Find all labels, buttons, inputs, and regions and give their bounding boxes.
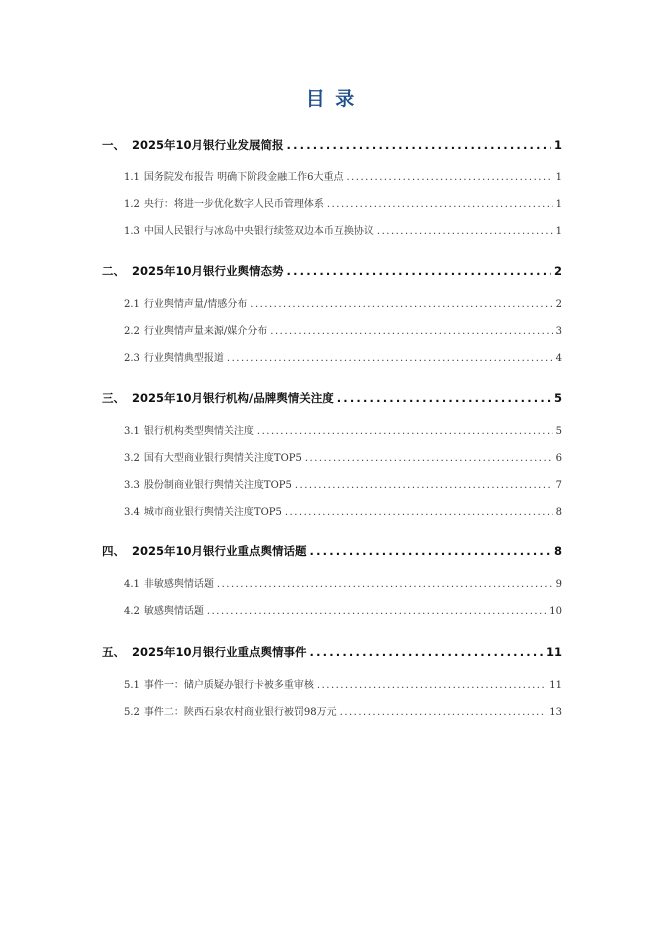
item-title: 国有大型商业银行舆情关注度TOP5 — [143, 453, 302, 464]
page-number: 13 — [549, 707, 562, 718]
page-number: 8 — [555, 507, 562, 518]
section-number: 二、 — [102, 264, 125, 278]
item-number: 4.2 — [124, 606, 140, 617]
dot-leader — [310, 544, 551, 558]
item-number: 2.3 — [124, 353, 140, 364]
toc-item-2-1[interactable] — [124, 295, 562, 310]
item-title: 行业舆情典型报道 — [143, 353, 224, 364]
item-title: 城市商业银行舆情关注度TOP5 — [143, 507, 282, 518]
page-number: 1 — [553, 138, 562, 152]
item-title: 央行：将进一步优化数字人民币管理体系 — [143, 199, 324, 210]
item-number: 5.2 — [124, 707, 140, 718]
dot-leader — [270, 326, 552, 337]
item-number: 2.2 — [124, 326, 140, 337]
toc-item-1-1[interactable] — [124, 168, 562, 183]
item-number: 1.2 — [124, 199, 140, 210]
dot-leader — [207, 606, 546, 617]
dot-leader — [377, 226, 553, 237]
toc-section-1[interactable] — [102, 137, 562, 153]
item-title: 行业舆情声量/情感分布 — [143, 299, 248, 310]
item-number: 4.1 — [124, 579, 140, 590]
item-number: 3.4 — [124, 507, 140, 518]
toc-item-2-3[interactable] — [124, 349, 562, 364]
dot-leader — [346, 172, 552, 183]
toc-item-3-1[interactable] — [124, 422, 562, 437]
section-title: 2025年10月银行业舆情态势 — [132, 264, 284, 278]
dot-leader — [295, 480, 553, 491]
item-title: 国务院发布报告 明确下阶段金融工作6大重点 — [143, 172, 344, 183]
item-number: 1.1 — [124, 172, 140, 183]
toc-item-2-2[interactable] — [124, 322, 562, 337]
page-title: 目 录 — [305, 88, 357, 110]
item-title: 中国人民银行与冰岛中央银行续签双边本币互换协议 — [143, 226, 374, 237]
page-number: 5 — [555, 426, 562, 437]
dot-leader — [227, 353, 553, 364]
item-title: 非敏感舆情话题 — [143, 579, 214, 590]
page-number: 6 — [555, 453, 562, 464]
page-number: 11 — [545, 645, 562, 659]
section-title: 2025年10月银行业发展简报 — [132, 138, 284, 152]
item-number: 1.3 — [124, 226, 140, 237]
dot-leader — [327, 199, 553, 210]
item-number: 5.1 — [124, 680, 140, 691]
section-number: 五、 — [102, 645, 125, 659]
toc-item-3-3[interactable] — [124, 476, 562, 491]
item-number: 3.2 — [124, 453, 140, 464]
dot-leader — [340, 707, 547, 718]
item-number: 2.1 — [124, 299, 140, 310]
toc-item-1-2[interactable] — [124, 195, 562, 210]
page-number: 2 — [553, 264, 562, 278]
section-number: 三、 — [102, 391, 125, 405]
dot-leader — [305, 453, 553, 464]
section-number: 四、 — [102, 544, 125, 558]
page-number: 4 — [555, 353, 562, 364]
page-number: 3 — [555, 326, 562, 337]
page-number: 1 — [555, 199, 562, 210]
toc-item-4-1[interactable] — [124, 575, 562, 590]
item-number: 3.1 — [124, 426, 140, 437]
item-title: 事件一：储户质疑办银行卡被多重审核 — [143, 680, 314, 691]
page-number: 1 — [555, 226, 562, 237]
page-number: 5 — [553, 391, 562, 405]
page-number: 2 — [555, 299, 562, 310]
toc-section-2[interactable] — [102, 263, 562, 279]
item-title: 股份制商业银行舆情关注度TOP5 — [143, 480, 292, 491]
page-number: 9 — [555, 579, 562, 590]
toc-section-3[interactable] — [102, 390, 562, 406]
item-number: 3.3 — [124, 480, 140, 491]
toc-item-1-3[interactable] — [124, 222, 562, 237]
dot-leader — [310, 645, 543, 659]
section-title: 2025年10月银行业重点舆情话题 — [132, 544, 307, 558]
page-number: 11 — [549, 680, 562, 691]
item-title: 行业舆情声量来源/媒介分布 — [143, 326, 268, 337]
page-number: 10 — [549, 606, 562, 617]
item-title: 银行机构类型舆情关注度 — [143, 426, 254, 437]
toc-item-5-2[interactable] — [124, 703, 562, 718]
dot-leader — [317, 680, 546, 691]
dot-leader — [287, 138, 551, 152]
page-number: 7 — [555, 480, 562, 491]
section-title: 2025年10月银行业重点舆情事件 — [132, 645, 307, 659]
dot-leader — [285, 507, 553, 518]
toc-item-4-2[interactable] — [124, 602, 562, 617]
toc-item-3-2[interactable] — [124, 449, 562, 464]
section-number: 一、 — [102, 138, 125, 152]
item-title: 敏感舆情话题 — [143, 606, 204, 617]
toc-section-5[interactable] — [102, 644, 562, 660]
dot-leader — [287, 264, 551, 278]
dot-leader — [217, 579, 553, 590]
page-number: 1 — [555, 172, 562, 183]
page-number: 8 — [553, 544, 562, 558]
dot-leader — [257, 426, 553, 437]
dot-leader — [337, 391, 551, 405]
toc-item-5-1[interactable] — [124, 676, 562, 691]
toc-item-3-4[interactable] — [124, 503, 562, 518]
section-title: 2025年10月银行机构/品牌舆情关注度 — [132, 391, 334, 405]
toc-section-4[interactable] — [102, 543, 562, 559]
dot-leader — [250, 299, 552, 310]
item-title: 事件二：陕西石泉农村商业银行被罚98万元 — [143, 707, 337, 718]
